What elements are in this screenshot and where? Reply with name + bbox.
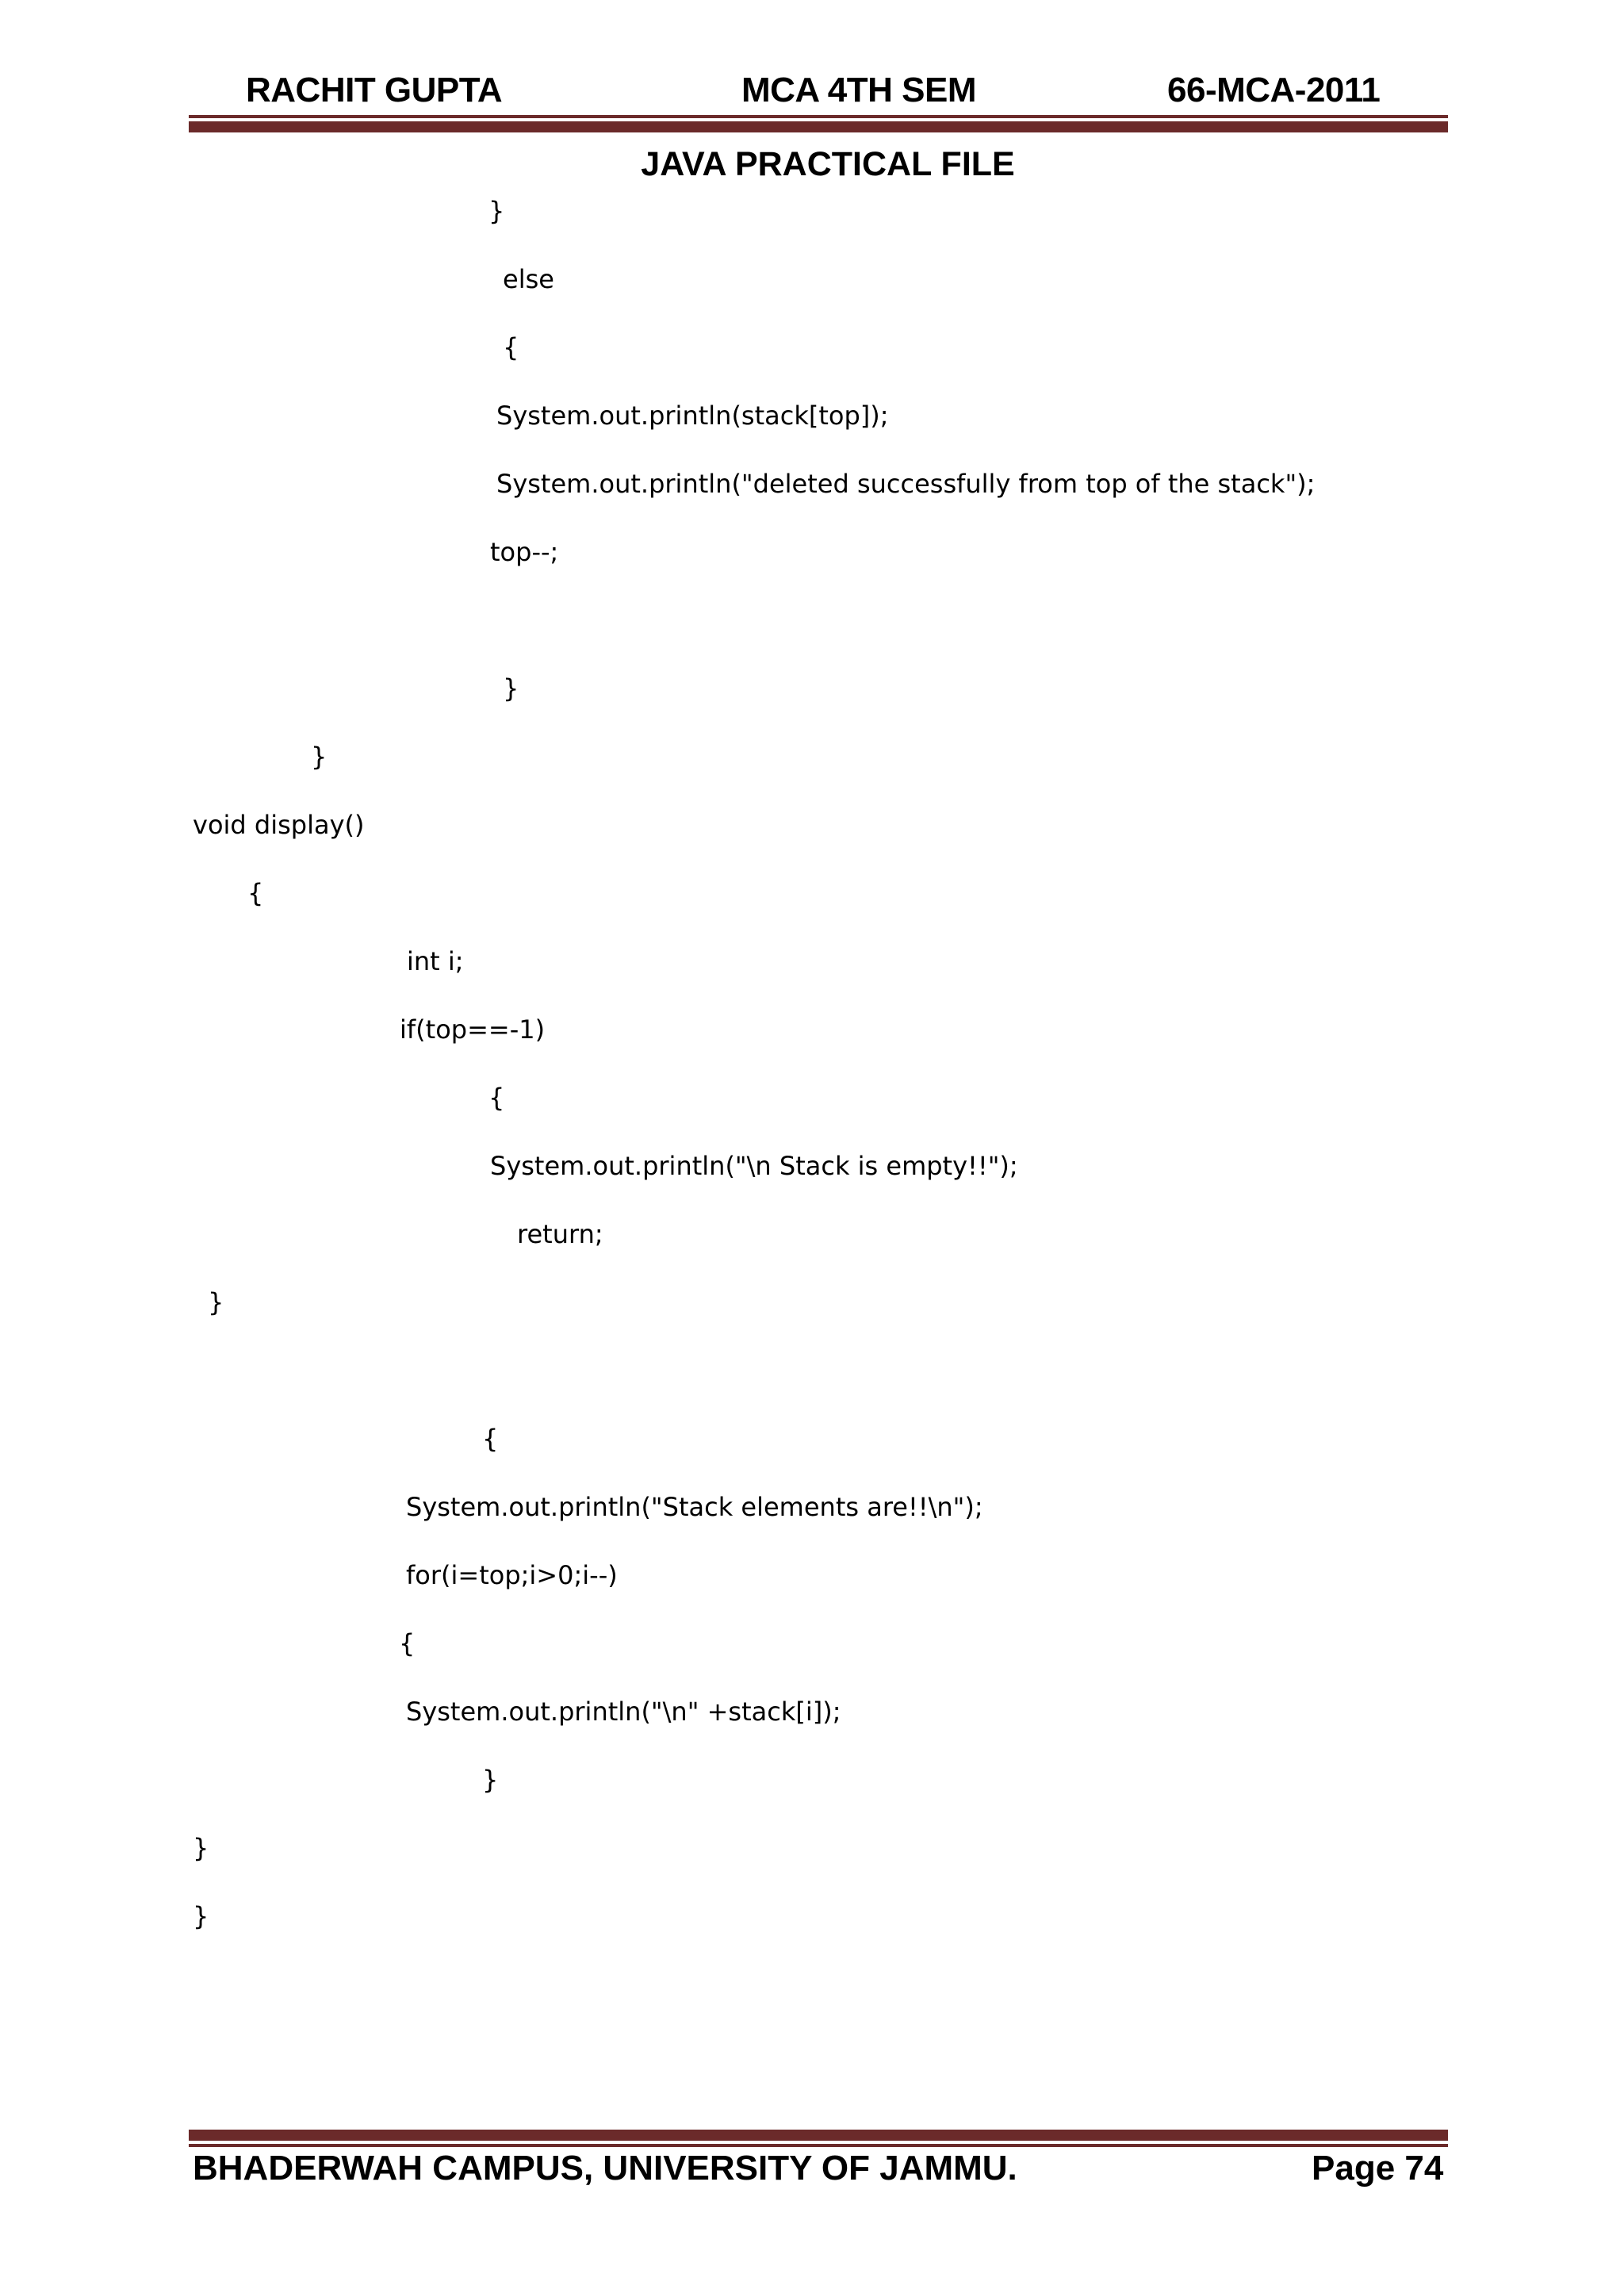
code-line: { bbox=[399, 1628, 416, 1658]
code-line: void display() bbox=[193, 810, 365, 840]
header-rule bbox=[189, 115, 1448, 132]
header-name: RACHIT GUPTA bbox=[246, 71, 503, 109]
code-line: { bbox=[488, 1083, 505, 1113]
footer-campus: BHADERWAH CAMPUS, UNIVERSITY OF JAMMU. bbox=[193, 2149, 1017, 2188]
code-line: System.out.println("\n" +stack[i]); bbox=[406, 1697, 841, 1727]
code-line: } bbox=[503, 673, 519, 704]
code-line: System.out.println(stack[top]); bbox=[496, 401, 889, 431]
code-line: else bbox=[503, 264, 554, 294]
code-line: } bbox=[488, 196, 505, 226]
code-line: } bbox=[208, 1287, 224, 1317]
code-line: return; bbox=[517, 1219, 603, 1249]
code-line: int i; bbox=[407, 946, 464, 976]
code-line: } bbox=[482, 1765, 499, 1795]
page-subtitle: JAVA PRACTICAL FILE bbox=[641, 145, 1015, 183]
code-line: for(i=top;i>0;i--) bbox=[406, 1560, 618, 1590]
code-line: { bbox=[482, 1424, 499, 1454]
code-line: System.out.println("\n Stack is empty!!"); bbox=[490, 1151, 1018, 1181]
code-line: System.out.println("Stack elements are!!\n"); bbox=[406, 1492, 983, 1522]
header-roll: 66-MCA-2011 bbox=[1167, 71, 1381, 109]
footer-rule bbox=[189, 2130, 1448, 2147]
code-line: } bbox=[193, 1833, 209, 1863]
code-line: top--; bbox=[490, 537, 559, 567]
code-line: } bbox=[311, 742, 327, 772]
header-course: MCA 4TH SEM bbox=[741, 71, 976, 109]
code-line: } bbox=[193, 1901, 209, 1931]
code-line: { bbox=[247, 878, 264, 908]
code-line: System.out.println("deleted successfully from top of the stack"); bbox=[496, 469, 1316, 499]
code-line: if(top==-1) bbox=[400, 1014, 546, 1045]
code-line: { bbox=[503, 332, 519, 362]
page-number: Page 74 bbox=[1312, 2149, 1444, 2188]
